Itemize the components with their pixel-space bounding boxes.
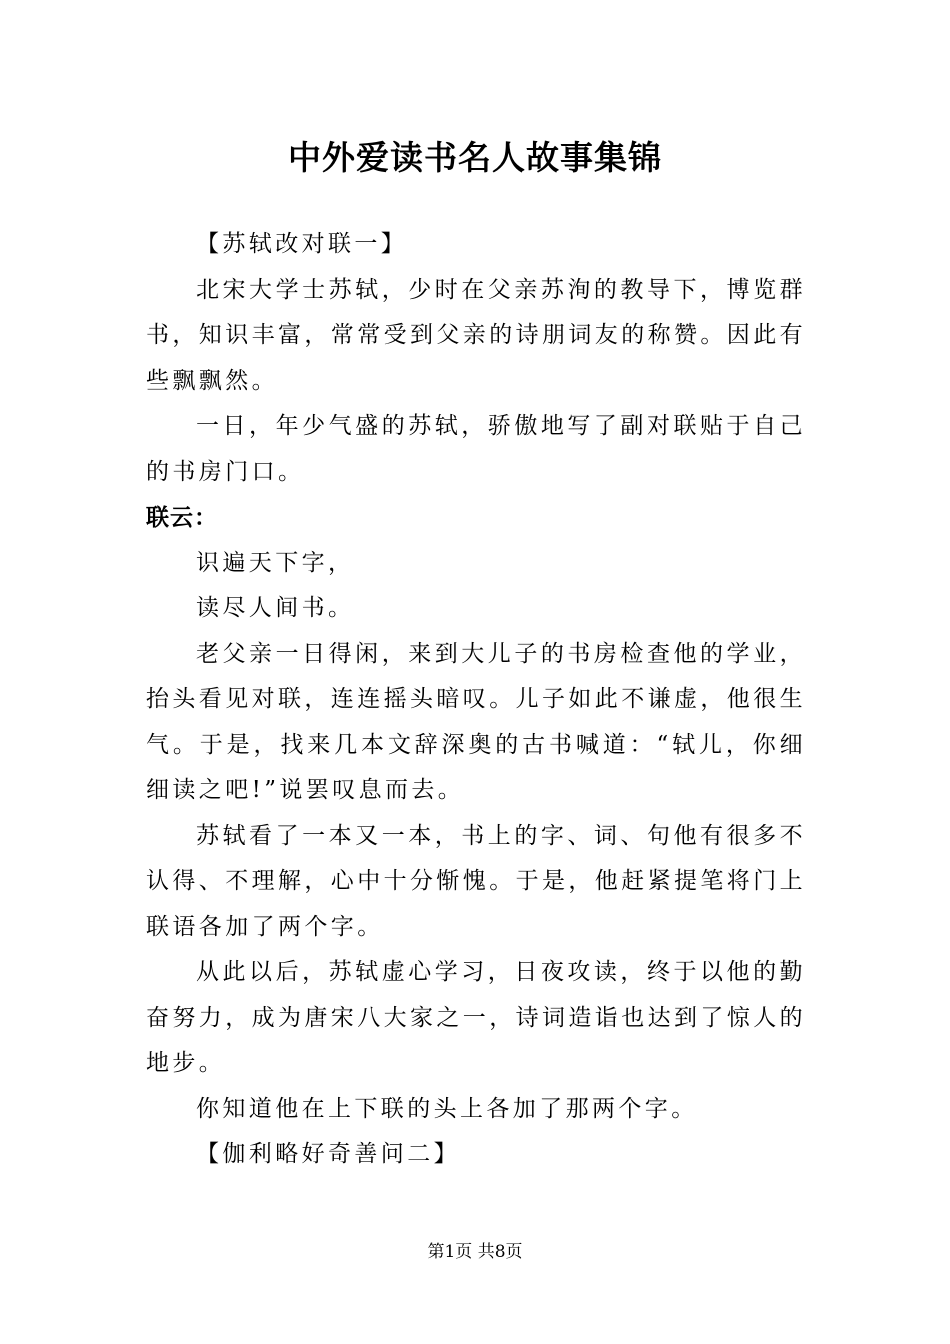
paragraph: 一日，年少气盛的苏轼，骄傲地写了副对联贴于自己的书房门口。: [146, 413, 806, 485]
section-heading-galileo: 【伽利略好奇善问二】: [196, 1141, 460, 1167]
paragraph: 你知道他在上下联的头上各加了那两个字。: [196, 1095, 698, 1122]
document-title: 中外爱读书名人故事集锦: [288, 138, 662, 177]
couplet-label: 联云：: [146, 504, 218, 531]
couplet-line-upper: 识遍天下字，: [196, 549, 355, 576]
paragraph: 苏轼看了一本又一本，书上的字、词、句他有很多不认得、不理解，心中十分惭愧。于是，他赶紧提笔将门上联语各加了两个字。: [146, 822, 806, 940]
page-footer: 第1页 共8页: [427, 1242, 523, 1262]
paragraph: 北宋大学士苏轼，少时在父亲苏洵的教导下，博览群书，知识丰富，常常受到父亲的诗朋词友的称赞。因此有些飘飘然。: [146, 276, 806, 394]
couplet-line-lower: 读尽人间书。: [196, 595, 355, 621]
paragraph: 老父亲一日得闲，来到大儿子的书房检查他的学业，抬头看见对联，连连摇头暗叹。儿子如此不谦虚，他很生气。于是，找来几本文辞深奥的古书喊道：“轼儿，你细细读之吧!”说罢叹息而去。: [146, 640, 806, 803]
paragraph: 从此以后，苏轼虚心学习，日夜攻读，终于以他的勤奋努力，成为唐宋八大家之一，诗词造诣也达到了惊人的地步。: [146, 959, 806, 1076]
document-body: [146, 222, 806, 1178]
section-heading-su-shi: 【苏轼改对联一】: [196, 231, 408, 257]
